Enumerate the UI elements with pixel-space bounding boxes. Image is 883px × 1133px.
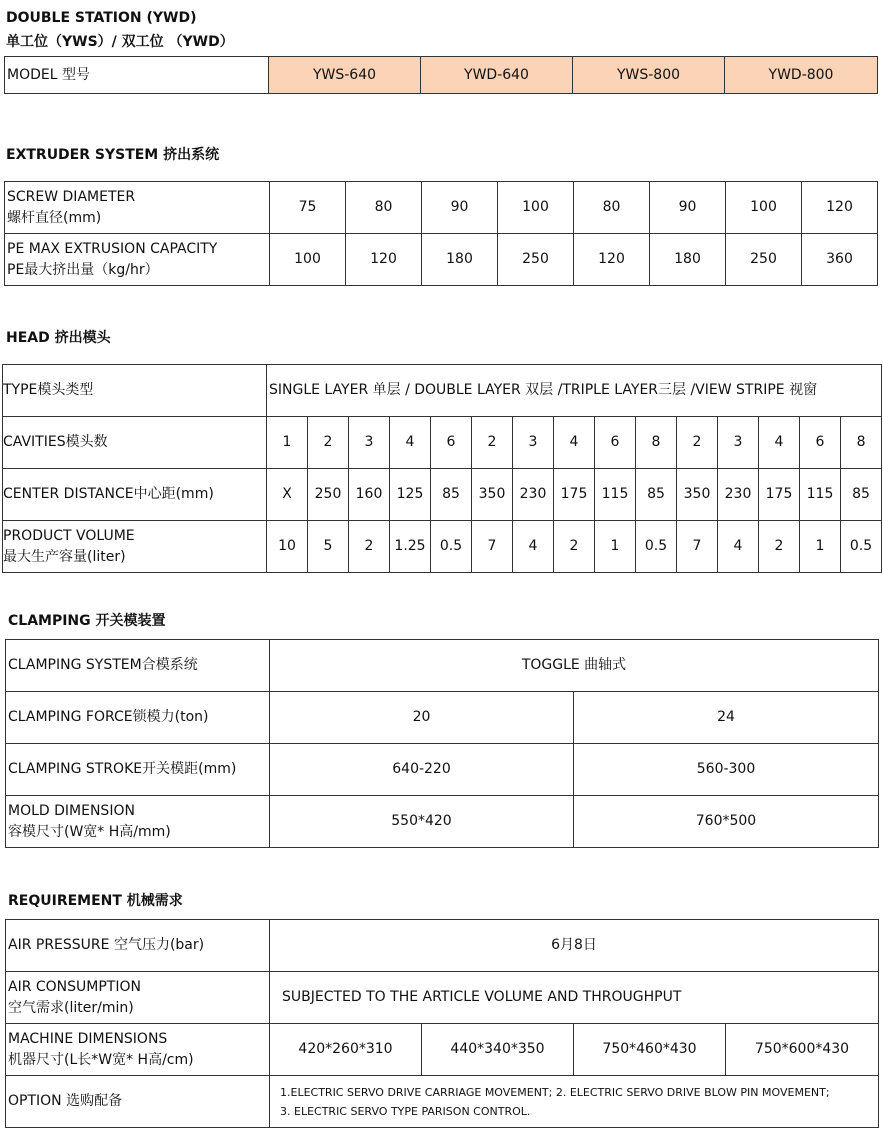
model-cell: YWD-640 — [421, 57, 573, 94]
center-distance-row — [3, 469, 882, 521]
value-cell: 3 — [718, 417, 759, 469]
label-cn: 最大生产容量(liter) — [3, 548, 126, 565]
value-cell: 75 — [270, 182, 346, 234]
page-title: DOUBLE STATION (YWD) — [6, 10, 197, 26]
value-cell: 100 — [270, 234, 346, 286]
value-cell: 125 — [390, 469, 431, 521]
value-cell: 85 — [636, 469, 677, 521]
extruder-heading: EXTRUDER SYSTEM 挤出系统 — [6, 147, 220, 163]
value-cell: 90 — [650, 182, 726, 234]
value-cell: 4 — [513, 521, 554, 573]
label-cn: 空气需求(liter/min) — [8, 999, 134, 1016]
label-en: AIR CONSUMPTION — [8, 978, 141, 995]
value-cell: X — [267, 469, 308, 521]
value-cell: 85 — [841, 469, 882, 521]
option-label: OPTION 选购配备 — [6, 1076, 270, 1128]
head-heading: HEAD 挤出模头 — [6, 330, 111, 346]
value-cell: 2 — [308, 417, 349, 469]
value-cell: 0.5 — [431, 521, 472, 573]
value-cell: 6 — [595, 417, 636, 469]
value-cell: 100 — [726, 182, 802, 234]
value-cell: 100 — [498, 182, 574, 234]
extrusion-capacity-label — [5, 234, 270, 286]
value-cell: 0.5 — [636, 521, 677, 573]
value-cell: 180 — [650, 234, 726, 286]
screw-diameter-label — [5, 182, 270, 234]
value-cell: 2 — [472, 417, 513, 469]
option-row — [6, 1076, 879, 1128]
value-cell: 5 — [308, 521, 349, 573]
value-cell: 10 — [267, 521, 308, 573]
value-cell: 760*500 — [574, 796, 879, 848]
value-cell: 250 — [726, 234, 802, 286]
clamping-table — [5, 639, 879, 848]
value-cell: 24 — [574, 692, 879, 744]
value-cell: 120 — [802, 182, 878, 234]
value-cell: 2 — [349, 521, 390, 573]
clamping-force-row — [6, 692, 879, 744]
value-cell: 4 — [759, 417, 800, 469]
air-pressure-row — [6, 920, 879, 972]
model-label: MODEL 型号 — [5, 57, 269, 94]
value-cell: 80 — [574, 182, 650, 234]
clamping-system-label: CLAMPING SYSTEM合模系统 — [6, 640, 270, 692]
value-cell: 0.5 — [841, 521, 882, 573]
type-row — [3, 365, 882, 417]
label-cn: 机器尺寸(L长*W宽* H高/cm) — [8, 1051, 194, 1068]
label-en: MACHINE DIMENSIONS — [8, 1030, 168, 1047]
value-cell: 230 — [718, 469, 759, 521]
air-pressure-value: 6月8日 — [270, 920, 879, 972]
air-consumption-value: SUBJECTED TO THE ARTICLE VOLUME AND THROUGHPUT — [270, 972, 879, 1024]
type-value: SINGLE LAYER 单层 / DOUBLE LAYER 双层 /TRIPLE LAYER三层 /VIEW STRIPE 视窗 — [267, 365, 882, 417]
value-cell: 1.25 — [390, 521, 431, 573]
machine-dimensions-row — [6, 1024, 879, 1076]
machine-dimensions-label — [6, 1024, 270, 1076]
value-cell: 175 — [554, 469, 595, 521]
model-row — [5, 57, 878, 94]
cavities-row — [3, 417, 882, 469]
option-line-1: 1.ELECTRIC SERVO DRIVE CARRIAGE MOVEMENT; 2. ELECTRIC SERVO DRIVE BLOW PIN MOVEMENT; — [280, 1085, 830, 1099]
mold-dimension-row — [6, 796, 879, 848]
value-cell: 8 — [841, 417, 882, 469]
label-cn: PE最大挤出量（kg/hr） — [7, 261, 159, 278]
value-cell: 750*460*430 — [574, 1024, 726, 1076]
clamping-force-label: CLAMPING FORCE锁模力(ton) — [6, 692, 270, 744]
extruder-table — [4, 181, 878, 286]
value-cell: 120 — [574, 234, 650, 286]
value-cell: 160 — [349, 469, 390, 521]
product-volume-label — [3, 521, 267, 573]
value-cell: 4 — [390, 417, 431, 469]
clamping-heading: CLAMPING 开关模装置 — [8, 613, 166, 629]
value-cell: 4 — [718, 521, 759, 573]
requirement-heading: REQUIREMENT 机械需求 — [8, 893, 183, 909]
label-en: MOLD DIMENSION — [8, 802, 135, 819]
value-cell: 230 — [513, 469, 554, 521]
value-cell: 1 — [800, 521, 841, 573]
value-cell: 2 — [677, 417, 718, 469]
value-cell: 4 — [554, 417, 595, 469]
mold-dimension-label — [6, 796, 270, 848]
value-cell: 3 — [513, 417, 554, 469]
value-cell: 175 — [759, 469, 800, 521]
value-cell: 440*340*350 — [422, 1024, 574, 1076]
type-label: TYPE模头类型 — [3, 365, 267, 417]
label-cn: 螺杆直径(mm) — [7, 209, 102, 226]
model-table — [4, 56, 878, 94]
value-cell: 80 — [346, 182, 422, 234]
center-distance-label: CENTER DISTANCE中心距(mm) — [3, 469, 267, 521]
clamping-system-row — [6, 640, 879, 692]
model-cell: YWS-800 — [573, 57, 725, 94]
value-cell: 180 — [422, 234, 498, 286]
value-cell: 3 — [349, 417, 390, 469]
value-cell: 640-220 — [270, 744, 574, 796]
air-consumption-label — [6, 972, 270, 1024]
model-cell: YWS-640 — [269, 57, 421, 94]
value-cell: 360 — [802, 234, 878, 286]
option-line-2: 3. ELECTRIC SERVO TYPE PARISON CONTROL. — [280, 1104, 531, 1118]
label-en: PE MAX EXTRUSION CAPACITY — [7, 240, 218, 257]
head-table — [2, 364, 882, 573]
value-cell: 115 — [800, 469, 841, 521]
option-value — [270, 1076, 879, 1128]
cavities-label: CAVITIES模头数 — [3, 417, 267, 469]
air-pressure-label: AIR PRESSURE 空气压力(bar) — [6, 920, 270, 972]
value-cell: 250 — [308, 469, 349, 521]
value-cell: 2 — [554, 521, 595, 573]
value-cell: 560-300 — [574, 744, 879, 796]
clamping-stroke-label: CLAMPING STROKE开关模距(mm) — [6, 744, 270, 796]
value-cell: 6 — [800, 417, 841, 469]
value-cell: 420*260*310 — [270, 1024, 422, 1076]
value-cell: 20 — [270, 692, 574, 744]
label-en: SCREW DIAMETER — [7, 188, 136, 205]
value-cell: 115 — [595, 469, 636, 521]
air-consumption-row — [6, 972, 879, 1024]
value-cell: 1 — [595, 521, 636, 573]
page-subtitle: 单工位（YWS）/ 双工位 （YWD） — [6, 34, 234, 50]
value-cell: 550*420 — [270, 796, 574, 848]
value-cell: 1 — [267, 417, 308, 469]
value-cell: 7 — [472, 521, 513, 573]
value-cell: 2 — [759, 521, 800, 573]
label-cn: 容模尺寸(W宽* H高/mm) — [8, 823, 171, 840]
value-cell: 350 — [472, 469, 513, 521]
label-en: PRODUCT VOLUME — [3, 527, 135, 544]
value-cell: 85 — [431, 469, 472, 521]
value-cell: 350 — [677, 469, 718, 521]
requirement-table — [5, 919, 879, 1128]
value-cell: 6 — [431, 417, 472, 469]
value-cell: 250 — [498, 234, 574, 286]
value-cell: 7 — [677, 521, 718, 573]
clamping-system-value: TOGGLE 曲轴式 — [270, 640, 879, 692]
extrusion-capacity-row — [5, 234, 878, 286]
value-cell: 750*600*430 — [726, 1024, 879, 1076]
value-cell: 120 — [346, 234, 422, 286]
product-volume-row — [3, 521, 882, 573]
screw-diameter-row — [5, 182, 878, 234]
value-cell: 8 — [636, 417, 677, 469]
value-cell: 90 — [422, 182, 498, 234]
model-cell: YWD-800 — [725, 57, 878, 94]
clamping-stroke-row — [6, 744, 879, 796]
